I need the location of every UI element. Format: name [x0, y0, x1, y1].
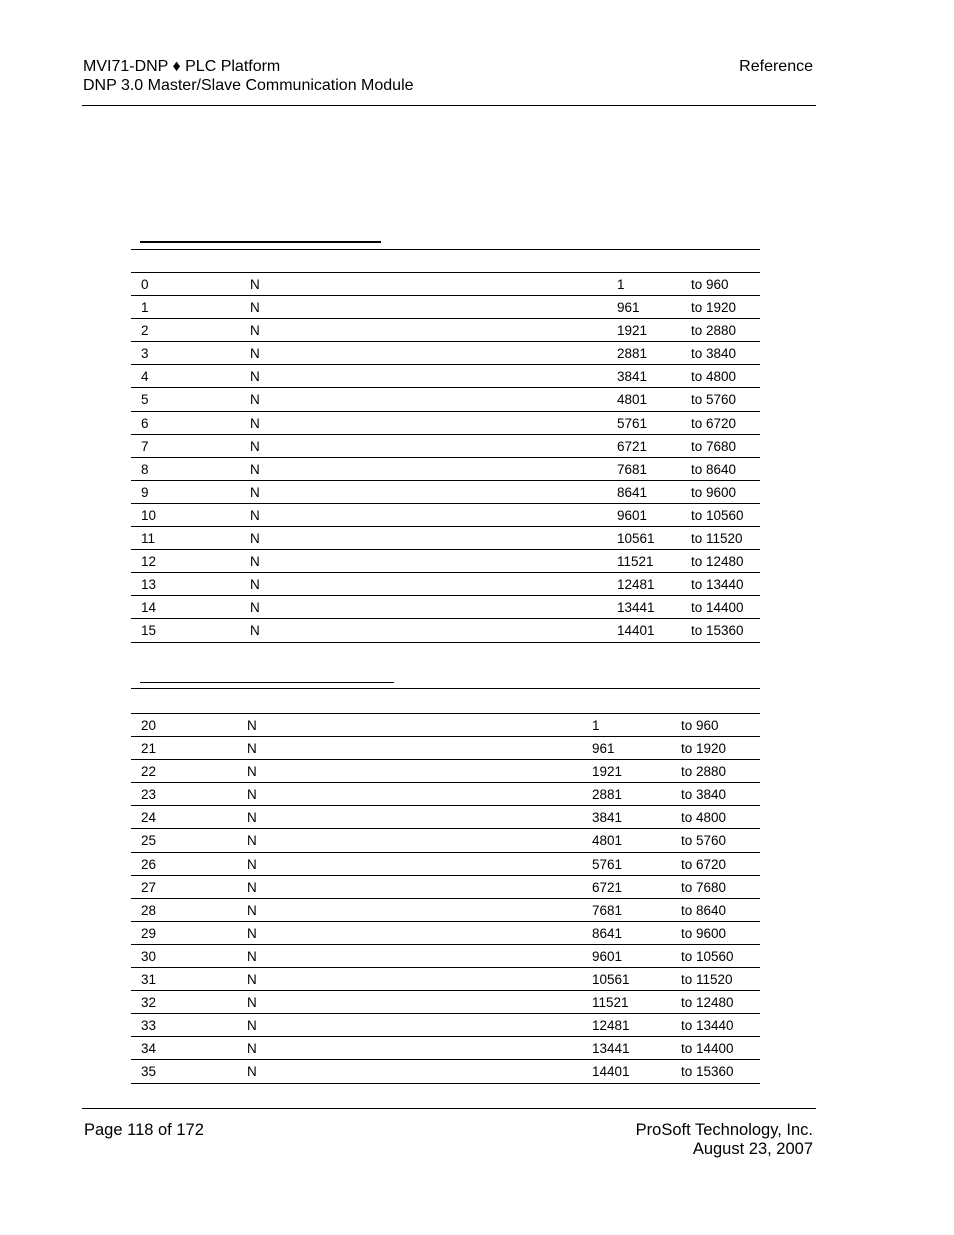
- table-row: [131, 876, 760, 899]
- header-title-line1: MVI71-DNP ♦ PLC Platform: [83, 58, 281, 75]
- start-cell: 1: [592, 718, 600, 733]
- block-cell: 0: [141, 277, 149, 292]
- type-cell: N: [247, 1064, 257, 1080]
- type-cell: N: [247, 787, 257, 803]
- type-cell: N: [250, 484, 260, 500]
- end-cell: to 10560: [681, 948, 734, 964]
- block-cell: 31: [141, 972, 157, 988]
- block-cell: 11: [141, 531, 156, 547]
- type-cell: N: [247, 1041, 257, 1057]
- table-row: [131, 737, 760, 760]
- end-cell: to 14400: [681, 1041, 734, 1057]
- table-row: [131, 342, 760, 365]
- type-cell: N: [247, 995, 257, 1011]
- end-cell: to 5760: [681, 833, 727, 849]
- block-cell: 12: [141, 554, 157, 570]
- table-row: [131, 527, 760, 550]
- type-cell: N: [250, 438, 260, 454]
- start-cell: 10561: [617, 531, 655, 547]
- end-cell: to 9600: [691, 484, 737, 500]
- type-cell: N: [250, 346, 260, 362]
- end-cell: to 6720: [681, 856, 727, 872]
- type-cell: N: [247, 879, 257, 895]
- block-cell: 20: [141, 718, 157, 733]
- start-cell: 7681: [592, 902, 623, 918]
- block-cell: 14: [141, 600, 157, 616]
- start-cell: 14401: [617, 623, 655, 639]
- type-cell: N: [250, 554, 260, 570]
- start-cell: 7681: [617, 461, 648, 477]
- start-cell: 13441: [592, 1041, 630, 1057]
- block-cell: 32: [141, 995, 157, 1011]
- table-row: [131, 714, 760, 737]
- block-cell: 22: [141, 764, 157, 780]
- table1-top-rule: [131, 249, 760, 250]
- table-row: [131, 945, 760, 968]
- header-title-line2: DNP 3.0 Master/Slave Communication Module: [83, 77, 414, 94]
- type-cell: N: [247, 856, 257, 872]
- end-cell: to 5760: [691, 392, 737, 408]
- end-cell: to 960: [681, 718, 719, 733]
- end-cell: to 2880: [691, 323, 737, 339]
- type-cell: N: [247, 764, 257, 780]
- start-cell: 9601: [592, 948, 623, 964]
- table-row: [131, 760, 760, 783]
- type-cell: N: [250, 323, 260, 339]
- table2-top-rule: [131, 688, 760, 689]
- start-cell: 11521: [617, 554, 654, 570]
- table-row: [131, 922, 760, 945]
- start-cell: 6721: [592, 879, 623, 895]
- start-cell: 2881: [592, 787, 623, 803]
- type-cell: N: [250, 623, 260, 639]
- block-cell: 6: [141, 415, 149, 431]
- start-cell: 1921: [617, 323, 648, 339]
- type-cell: N: [247, 948, 257, 964]
- start-cell: 3841: [617, 369, 648, 385]
- table-row: [131, 573, 760, 596]
- table2: [131, 713, 760, 1084]
- type-cell: N: [250, 369, 260, 385]
- end-cell: to 4800: [681, 810, 727, 826]
- block-cell: 35: [141, 1064, 157, 1080]
- block-cell: 13: [141, 577, 157, 593]
- type-cell: N: [250, 507, 260, 523]
- table-row: [131, 365, 760, 388]
- footer-company: ProSoft Technology, Inc.: [635, 1121, 813, 1139]
- start-cell: 4801: [617, 392, 648, 408]
- start-cell: 5761: [592, 856, 623, 872]
- table-row: [131, 806, 760, 829]
- start-cell: 961: [592, 741, 615, 757]
- block-cell: 3: [141, 346, 149, 362]
- end-cell: to 8640: [681, 902, 727, 918]
- type-cell: N: [250, 392, 260, 408]
- table1-caption-underline: [140, 241, 381, 243]
- end-cell: to 960: [691, 277, 729, 292]
- table-row: [131, 1014, 760, 1037]
- header-section: Reference: [739, 58, 813, 75]
- end-cell: to 10560: [691, 507, 744, 523]
- end-cell: to 3840: [681, 787, 727, 803]
- end-cell: to 9600: [681, 925, 727, 941]
- table-row: [131, 550, 760, 573]
- block-cell: 9: [141, 484, 149, 500]
- type-cell: N: [247, 1018, 257, 1034]
- table-row: [131, 458, 760, 481]
- table-row: [131, 481, 760, 504]
- block-cell: 7: [141, 438, 149, 454]
- block-cell: 27: [141, 879, 157, 895]
- table-row: [131, 596, 760, 619]
- start-cell: 3841: [592, 810, 623, 826]
- table-row: [131, 853, 760, 876]
- start-cell: 1: [617, 277, 625, 292]
- block-cell: 23: [141, 787, 157, 803]
- type-cell: N: [247, 902, 257, 918]
- table2-caption-underline: [140, 682, 394, 683]
- end-cell: to 4800: [691, 369, 737, 385]
- block-cell: 2: [141, 323, 149, 339]
- table-row: [131, 273, 760, 296]
- block-cell: 5: [141, 392, 149, 408]
- start-cell: 12481: [617, 577, 655, 593]
- block-cell: 26: [141, 856, 157, 872]
- block-cell: 25: [141, 833, 157, 849]
- start-cell: 1921: [592, 764, 623, 780]
- footer-date: August 23, 2007: [692, 1140, 813, 1158]
- table-row: [131, 991, 760, 1014]
- end-cell: to 11520: [691, 531, 743, 547]
- block-cell: 33: [141, 1018, 157, 1034]
- end-cell: to 11520: [681, 972, 733, 988]
- end-cell: to 8640: [691, 461, 737, 477]
- end-cell: to 7680: [681, 879, 727, 895]
- header-rule: [82, 105, 816, 106]
- end-cell: to 3840: [691, 346, 737, 362]
- table-row: [131, 319, 760, 342]
- start-cell: 8641: [592, 925, 623, 941]
- block-cell: 28: [141, 902, 157, 918]
- table-row: [131, 296, 760, 319]
- block-cell: 34: [141, 1041, 157, 1057]
- footer-page-number: Page 118 of 172: [84, 1121, 204, 1139]
- footer-rule: [82, 1108, 816, 1109]
- block-cell: 8: [141, 461, 149, 477]
- start-cell: 6721: [617, 438, 648, 454]
- table-row: [131, 504, 760, 527]
- end-cell: to 2880: [681, 764, 727, 780]
- type-cell: N: [247, 741, 257, 757]
- block-cell: 4: [141, 369, 149, 385]
- block-cell: 21: [141, 741, 157, 757]
- table1: [131, 272, 760, 643]
- end-cell: to 1920: [681, 741, 727, 757]
- type-cell: N: [247, 833, 257, 849]
- table-row: [131, 968, 760, 991]
- end-cell: to 6720: [691, 415, 737, 431]
- table-row: [131, 1037, 760, 1060]
- table-row: [131, 829, 760, 852]
- start-cell: 2881: [617, 346, 648, 362]
- type-cell: N: [247, 718, 257, 733]
- table-row: [131, 783, 760, 806]
- type-cell: N: [250, 577, 260, 593]
- table-row: [131, 435, 760, 458]
- type-cell: N: [250, 531, 260, 547]
- start-cell: 4801: [592, 833, 623, 849]
- start-cell: 12481: [592, 1018, 630, 1034]
- start-cell: 5761: [617, 415, 648, 431]
- start-cell: 9601: [617, 507, 648, 523]
- end-cell: to 7680: [691, 438, 737, 454]
- type-cell: N: [250, 600, 260, 616]
- type-cell: N: [247, 925, 257, 941]
- block-cell: 30: [141, 948, 157, 964]
- type-cell: N: [250, 300, 260, 316]
- end-cell: to 15360: [681, 1064, 734, 1080]
- type-cell: N: [247, 972, 257, 988]
- end-cell: to 15360: [691, 623, 744, 639]
- start-cell: 8641: [617, 484, 648, 500]
- block-cell: 10: [141, 507, 157, 523]
- type-cell: N: [250, 277, 260, 292]
- table-row: [131, 619, 760, 642]
- end-cell: to 14400: [691, 600, 744, 616]
- block-cell: 1: [141, 300, 149, 316]
- block-cell: 29: [141, 925, 157, 941]
- start-cell: 13441: [617, 600, 655, 616]
- start-cell: 961: [617, 300, 640, 316]
- block-cell: 15: [141, 623, 157, 639]
- table-row: [131, 412, 760, 435]
- table-row: [131, 388, 760, 411]
- table-row: [131, 1060, 760, 1083]
- end-cell: to 13440: [681, 1018, 734, 1034]
- type-cell: N: [250, 415, 260, 431]
- start-cell: 14401: [592, 1064, 630, 1080]
- table-row: [131, 899, 760, 922]
- type-cell: N: [250, 461, 260, 477]
- start-cell: 10561: [592, 972, 630, 988]
- type-cell: N: [247, 810, 257, 826]
- end-cell: to 12480: [681, 995, 734, 1011]
- end-cell: to 1920: [691, 300, 737, 316]
- end-cell: to 12480: [691, 554, 744, 570]
- end-cell: to 13440: [691, 577, 744, 593]
- block-cell: 24: [141, 810, 157, 826]
- start-cell: 11521: [592, 995, 629, 1011]
